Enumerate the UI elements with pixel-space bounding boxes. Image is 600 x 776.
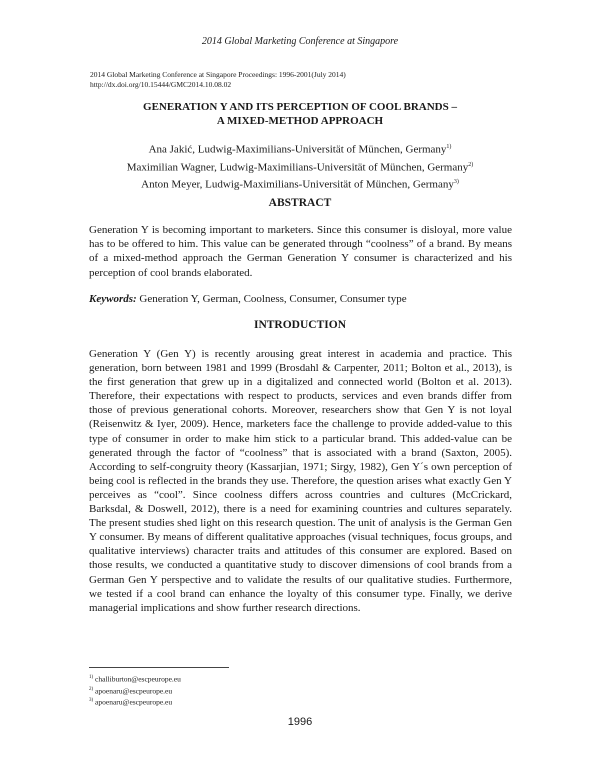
footnote — [89, 685, 181, 697]
author-list — [0, 140, 600, 193]
proceedings-citation: 2014 Global Marketing Conference at Singapore Proceedings: 1996-2001(July 2014) — [90, 70, 346, 79]
author-affiliation: Ana Jakić, Ludwig-Maximilians-Universität of München, Germany — [148, 143, 447, 156]
title-line-2: A MIXED-METHOD APPROACH — [216, 115, 384, 127]
page-number: 1996 — [287, 716, 313, 728]
introduction-body: Generation Y (Gen Y) is recently arousing great interest in academia and practice. This generation, born between 1981 and 1999 (Brosdahl & Carpenter, 2011; Bolton et al., 2013), is the first generation that grew up in a digitalized and connected world (Bolton et al. 2013). Therefore, their expectations with respect to products, services and even brands differ from those of previous generational cohorts. Moreover, researchers show that Gen Y is not loyal (Reisenwitz & Iyer, 2009). Hence, marketers face the challenge to provide added-value to this type of consumer in order to make him stick to a particular brand. This added-value can be generated through the factor of “coolness” that is associated with a brand (Saxton, 2005). According to self-congruity theory (Kassarjian, 1971; Sirgy, 1982), Gen Y´s own perception of being cool is reflected in the brands they use. Therefore, the question arises what exactly Gen Y perceives as “cool”. Since coolness differs across countries and cultures (McCrickard, Barksdal, & Doswell, 2012), there is a need for examining countries and cultures separately. The present studies shed light on this research question. The unit of analysis is the German Gen Y consumer. By means of different qualitative approaches (visual techniques, focus groups, and qualitative interviews) character traits and attitudes of this consumer are explored. Based on those results, we conducted a quantitative study to discover dimensions of cool brands from a German Gen Y perspective and to validate the results of our qualitative studies. Furthermore, we tested if a cool brand can enhance the loyalty of this consumer type. Finally, we derive managerial implications and show further research directions. — [89, 348, 512, 614]
footnote — [89, 673, 181, 685]
abstract-heading: ABSTRACT — [268, 197, 332, 209]
footnote-email[interactable]: apoenaru@escpeurope.eu — [93, 697, 173, 707]
doi-link[interactable]: http://dx.doi.org/10.15444/GMC2014.10.08.02 — [90, 80, 232, 89]
introduction-heading: INTRODUCTION — [253, 319, 346, 331]
running-header: 2014 Global Marketing Conference at Singapore — [201, 36, 399, 47]
keywords-text: Generation Y, German, Coolness, Consumer, Consumer type — [136, 293, 407, 305]
author-affiliation: Anton Meyer, Ludwig-Maximilians-Universität of München, Germany — [141, 178, 454, 191]
author-footnote-mark: 2) — [468, 161, 474, 168]
keywords-label: Keywords: — [89, 293, 137, 305]
footnote-mark: 2) — [89, 686, 94, 692]
footnote-mark: 1) — [89, 675, 94, 680]
footnote-mark: 3) — [89, 698, 94, 703]
footnote-divider — [89, 667, 229, 668]
author-line — [0, 175, 600, 193]
footnote-email[interactable]: challiburton@escpeurope.eu — [93, 674, 181, 684]
author-footnote-mark: 3) — [453, 179, 459, 186]
abstract-body: Generation Y is becoming important to marketers. Since this consumer is disloyal, more value has to be offered to him. This value can be generated through “coolness” of a brand. By means of a mixed-method approach the German Generation Y consumer is characterized and his perception of cool brands elaborated. — [89, 224, 512, 279]
author-line — [0, 158, 600, 176]
footnote-email[interactable]: apoenaru@escpeurope.eu — [93, 686, 173, 695]
keywords — [89, 292, 512, 306]
proceedings-info — [90, 70, 346, 90]
title-line-1: GENERATION Y AND ITS PERCEPTION OF COOL BRANDS – — [143, 101, 457, 113]
footnote — [89, 696, 181, 708]
author-footnote-mark: 1) — [446, 144, 452, 150]
author-affiliation: Maximilian Wagner, Ludwig-Maximilians-Universität of München, Germany — [126, 161, 469, 174]
footnotes — [89, 673, 181, 708]
author-line — [0, 140, 600, 158]
paper-title — [0, 100, 600, 128]
